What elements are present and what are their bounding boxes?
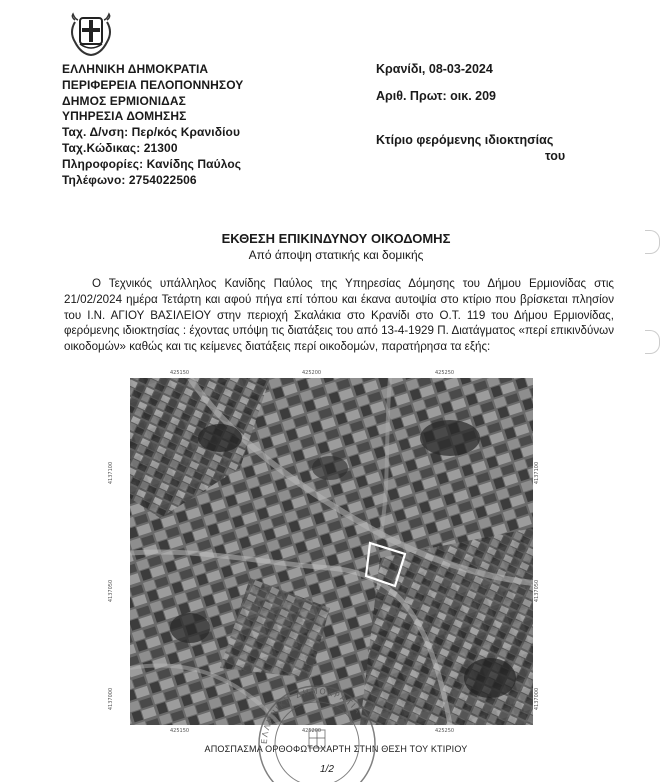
sender-line: Ταχ. Δ/νση: Περ/κός Κρανιδίου: [62, 125, 241, 140]
map-coord-right: 4137000: [534, 687, 541, 711]
page-number: 1/2: [320, 764, 334, 775]
map-coord-right: 4137100: [534, 461, 541, 485]
sender-line: ΕΛΛΗΝΙΚΗ ΔΗΜΟΚΡΑΤΙΑ: [62, 62, 209, 76]
recipient-line: Κτίριο φερόμενης ιδιοκτησίας: [376, 133, 554, 147]
place-date: Κρανίδι, 08-03-2024: [376, 62, 493, 76]
map-coord-bottom: 425200: [302, 728, 322, 734]
map-caption: ΑΠΟΣΠΑΣΜΑ ΟΡΘΟΦΩΤΟΧΑΡΤΗ ΣΤΗΝ ΘΕΣΗ ΤΟΥ ΚΤΙΡΙΟΥ: [204, 744, 468, 754]
recipient-line: του: [545, 149, 566, 163]
map-coord-top: 425150: [170, 370, 190, 376]
protocol-number: Αριθ. Πρωτ: οικ. 209: [376, 89, 497, 103]
map-coord-bottom: 425150: [170, 728, 190, 734]
greek-emblem-icon: [66, 8, 116, 56]
map-coord-left: 4137100: [108, 461, 115, 485]
sender-line: Τηλέφωνο: 2754022506: [62, 172, 197, 187]
sender-block: [62, 62, 243, 188]
document-subtitle: Από άποψη στατικής και δομικής: [248, 248, 424, 262]
svg-text:ΕΛΛΗΝΙΚΗ ΔΗΜΟΚΡΑΤΙΑ: ΕΛΛΗΝΙΚΗ ΔΗΜΟΚΡΑΤΙΑ: [259, 686, 364, 745]
map-coord-bottom: 425250: [435, 728, 455, 734]
report-paragraph: Ο Τεχνικός υπάλληλος Κανίδης Παύλος της Υπηρεσίας Δόμησης του Δήμου Ερμιονίδας στις 21/02/2024 ημέρα Τετάρτη και αφού πήγα επί τόπου και έκανα αυτοψία στο κτίριο που βρίσκεται πλησίον του Ι.Ν. ΑΓΙΟΥ ΒΑΣΙΛΕΙΟΥ στην περιοχή Σκαλάκια στο Κρανίδι στο Ο.Τ. 119 του Δήμου Ερμιονίδας, φερόμενης ιδιοκτησίας : έχοντας υπόψη τις διατάξεις του από 13-4-1929 Π. Διατάγματος «περί επικινδύνων οικοδομών» καθώς και τις κείμενες διατάξεις περί οικοδομών, παρατήρησα τα εξής:: [64, 277, 614, 354]
punch-hole-mark: [645, 330, 660, 354]
map-coord-top: 425200: [302, 370, 322, 376]
map-coord-right: 4137050: [534, 579, 541, 603]
sender-line: Πληροφορίες: Κανίδης Παύλος: [62, 156, 242, 171]
document-title: ΕΚΘΕΣΗ ΕΠΙΚΙΝΔΥΝΟΥ ΟΙΚΟΔΟΜΗΣ: [221, 231, 451, 246]
orthophoto-image: [130, 378, 533, 725]
map-coord-left: 4137050: [108, 579, 115, 603]
sender-line: ΥΠΗΡΕΣΙΑ ΔΟΜΗΣΗΣ: [62, 109, 187, 124]
orthophoto-map: [130, 378, 533, 725]
official-stamp-icon: [254, 682, 380, 782]
sender-line: ΠΕΡΙΦΕΡΕΙΑ ΠΕΛΟΠΟΝΝΗΣΟΥ: [62, 77, 244, 92]
map-coord-top: 425250: [435, 370, 455, 376]
map-coord-left: 4137000: [108, 687, 115, 711]
sender-line: Ταχ.Κώδικας: 21300: [62, 140, 178, 155]
sender-line: ΔΗΜΟΣ ΕΡΜΙΟΝΙΔΑΣ: [62, 93, 186, 108]
